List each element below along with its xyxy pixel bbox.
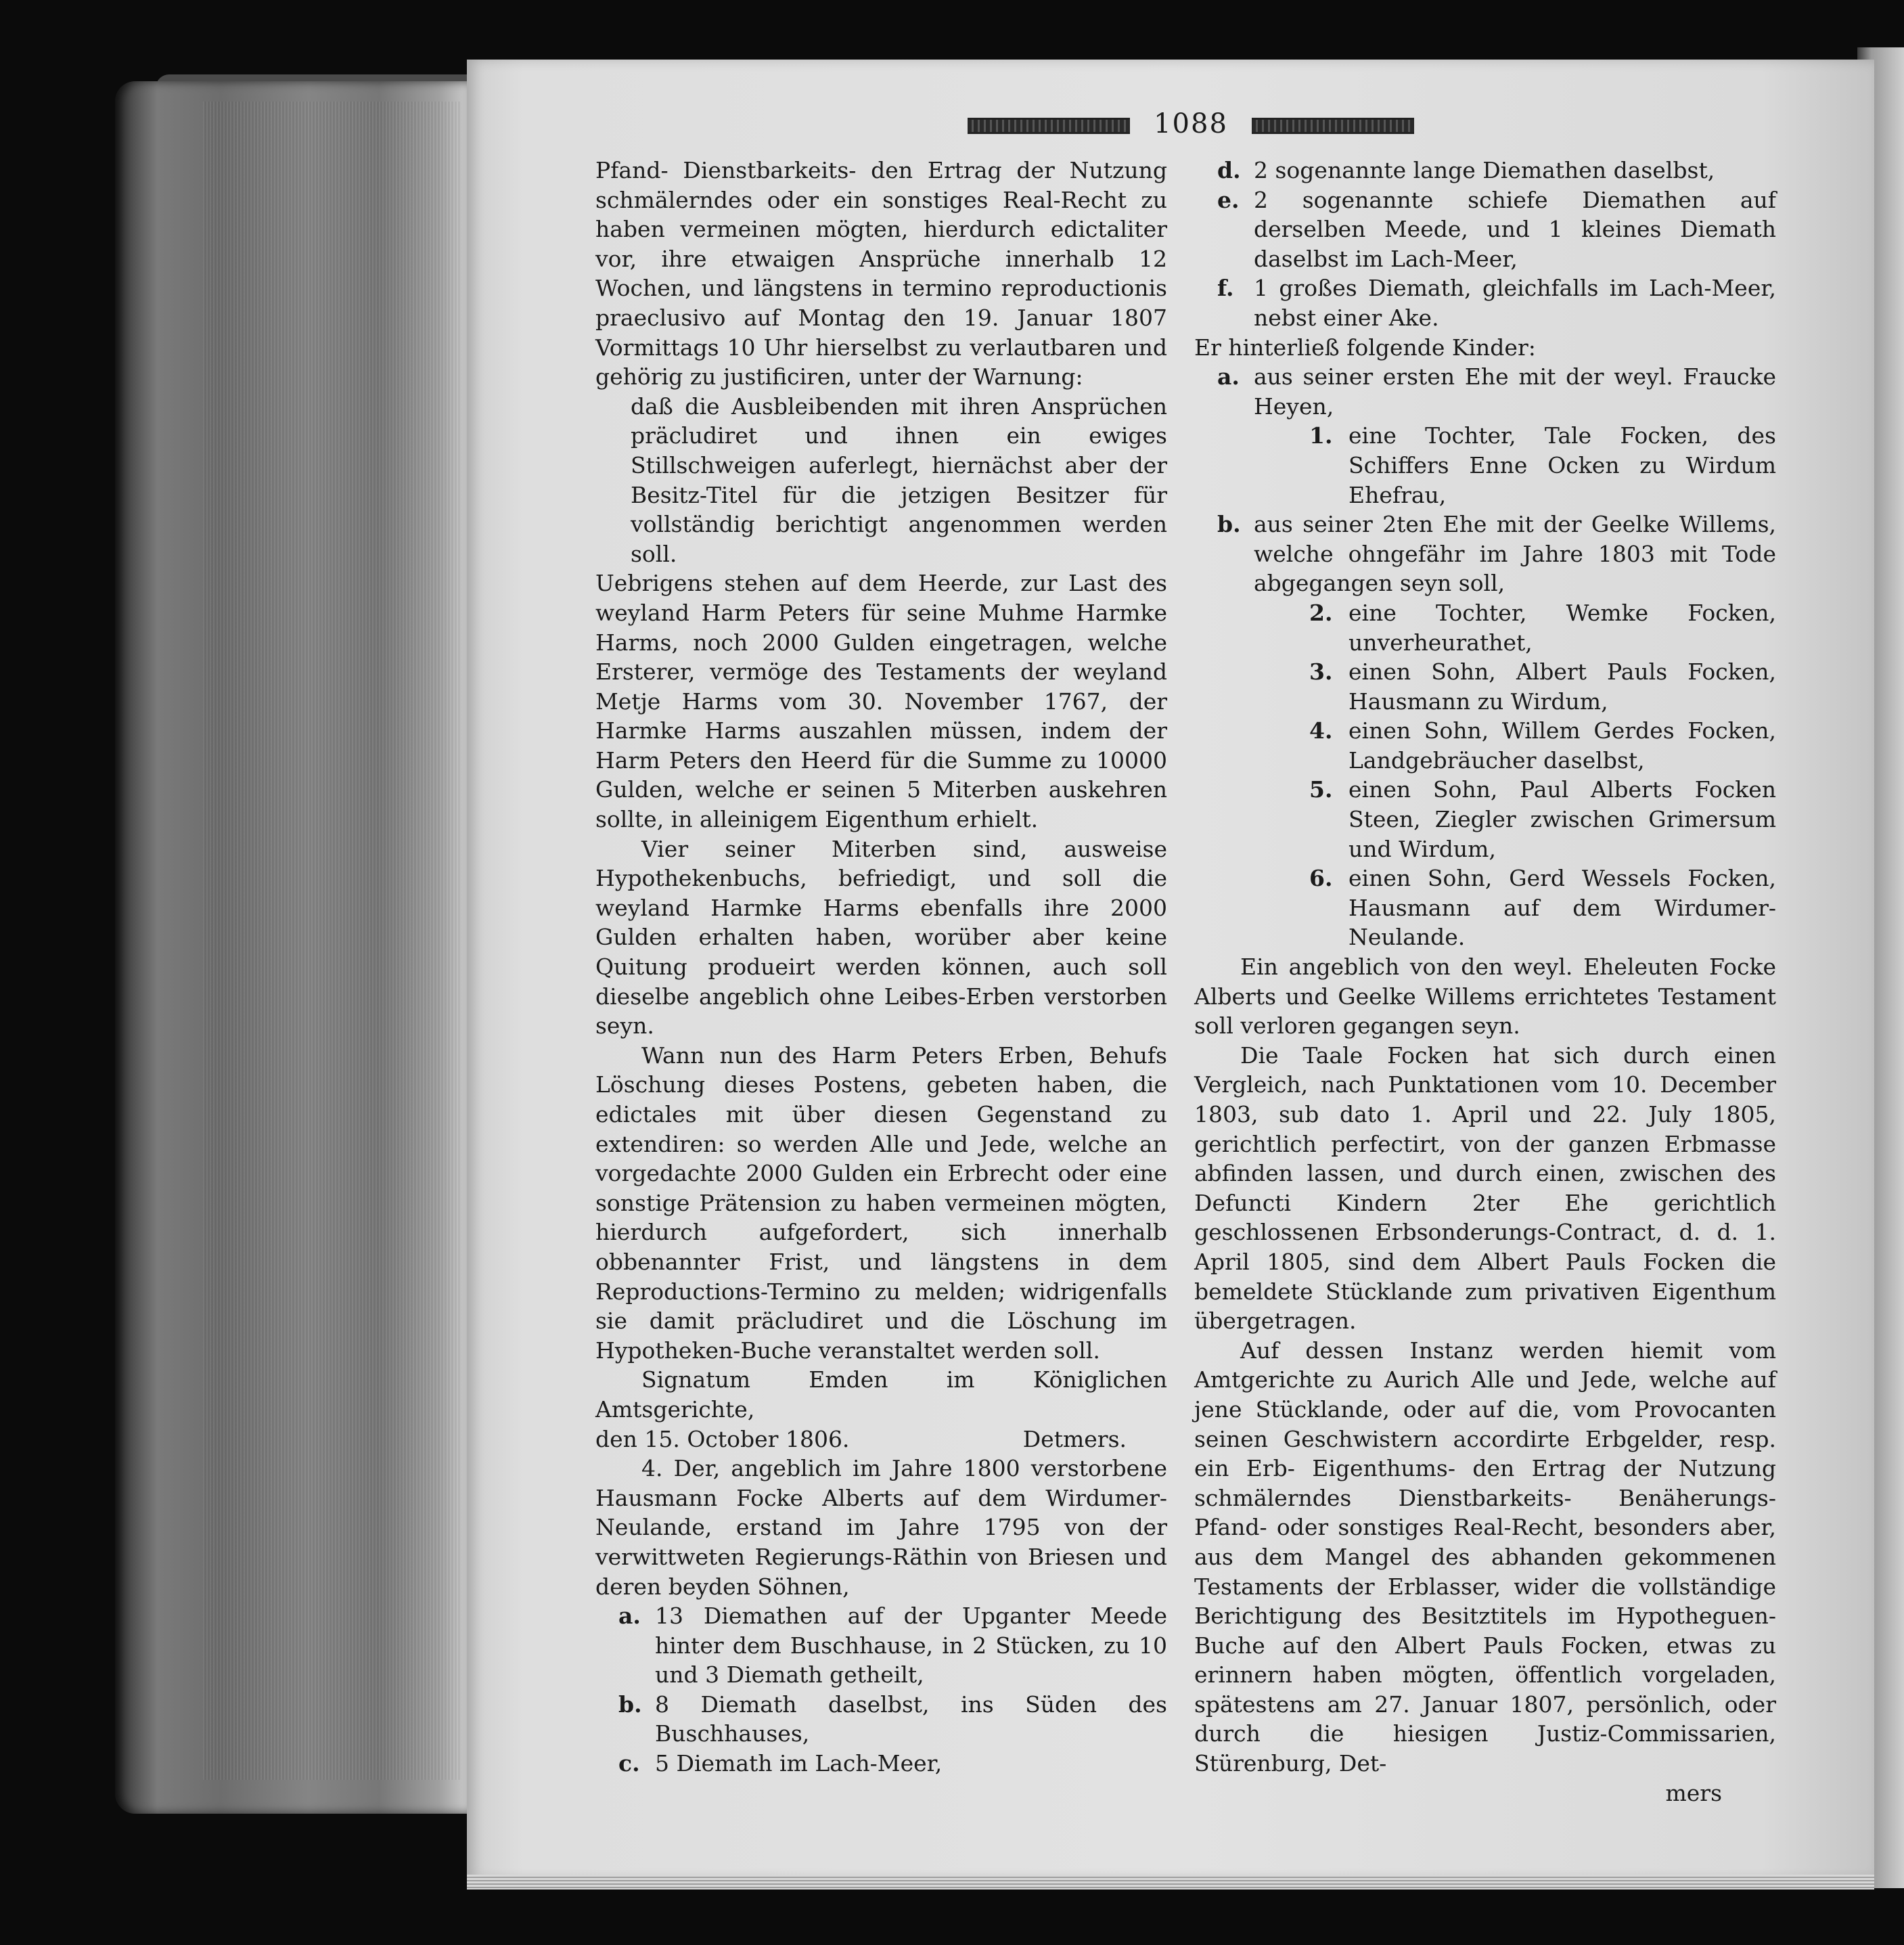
list-item-text: 8 Diemath daselbst, ins Süden des Buschhauses,: [655, 1691, 1167, 1747]
sub-list-item: [1309, 421, 1776, 510]
list-item-text: 13 Diemathen auf der Upganter Meede hinter dem Buschhause, in 2 Stücken, zu 10 und 3 Diemath getheilt,: [655, 1603, 1167, 1689]
list-item: [618, 1690, 1167, 1749]
signature-line: [595, 1425, 1167, 1454]
list-item: [1217, 273, 1776, 332]
sub-list-item: [1309, 657, 1776, 716]
list-item-label: b.: [1217, 511, 1241, 538]
paragraph: Pfand- Dienstbarkeits- den Ertrag der Nutzung schmälerndes oder ein sonstiges Real-Recht zu haben vermeinen mögten, hierdurch edictaliter vor, ihre etwaigen Ansprüche innerhalb 12 Wochen, und längstens in termino reproductionis praeclusivo auf Montag den 19. Januar 1807 Vormittags 10 Uhr hierselbst zu verlautbaren und gehörig zu justificiren, unter der Warnung:: [595, 157, 1167, 390]
list-item-label: 6.: [1309, 865, 1333, 892]
paragraph: 4. Der, angeblich im Jahre 1800 verstorbene Hausmann Focke Alberts auf dem Wirdumer-Neulande, erstand im Jahre 1795 von der verwittweten Regierungs-Räthin von Briesen und deren beyden Söhnen,: [595, 1455, 1167, 1600]
list-item-label: b.: [618, 1691, 642, 1718]
paragraph: Vier seiner Miterben sind, ausweise Hypothekenbuchs, befriedigt, und soll die weyland Harmke Harms ebenfalls ihre 2000 Gulden erhalten haben, worüber aber keine Quitung produeirt werden können, auch soll dieselbe angeblich ohne Leibes-Erben verstorben seyn.: [595, 835, 1167, 1039]
list-item-text: 5 Diemath im Lach-Meer,: [655, 1750, 943, 1777]
list-item-label: e.: [1217, 186, 1240, 213]
list-item-text: einen Sohn, Willem Gerdes Focken, Landgebräucher daselbst,: [1348, 717, 1776, 774]
page-header: [968, 108, 1414, 142]
list-item-text: einen Sohn, Gerd Wessels Focken, Hausmann auf dem Wirdumer-Neulande.: [1348, 865, 1776, 951]
paragraph: Er hinterließ folgende Kinder:: [1194, 334, 1536, 361]
list-item-text: eine Tochter, Wemke Focken, unverheurathet,: [1348, 599, 1776, 656]
list-item-label: 5.: [1309, 776, 1333, 803]
list-item-label: f.: [1217, 275, 1234, 302]
list-item-label: 1.: [1309, 422, 1333, 449]
sub-list-item: [1309, 864, 1776, 952]
list-item-text: einen Sohn, Albert Pauls Focken, Hausmann zu Wirdum,: [1348, 658, 1776, 715]
list-item-label: 2.: [1309, 599, 1333, 626]
list-item-text: aus seiner 2ten Ehe mit der Geelke Willems, welche ohngefähr im Jahre 1803 mit Tode abgegangen seyn soll,: [1254, 511, 1776, 597]
paragraph: Uebrigens stehen auf dem Heerde, zur Last des weyland Harm Peters für seine Muhme Harmke Harms, noch 2000 Gulden eingetragen, welche Ersterer, vermöge des Testaments der weyland Metje Harms vom 30. November 1767, der Harmke Harms auszahlen müssen, indem der Harm Peters den Heerd für die Summe zu 10000 Gulden, welche er seinen 5 Miterben auskehren sollte, in alleinigem Eigenthum erhielt.: [595, 570, 1167, 833]
list-item-label: 4.: [1309, 717, 1333, 744]
list-item-text: 1 großes Diemath, gleichfalls im Lach-Meer, nebst einer Ake.: [1254, 275, 1776, 331]
sub-list-item: [1309, 598, 1776, 657]
list-item-text: einen Sohn, Paul Alberts Focken Steen, Ziegler zwischen Grimersum und Wirdum,: [1348, 776, 1776, 862]
signature-name: Detmers.: [1022, 1425, 1127, 1452]
right-text-column: [1194, 156, 1776, 1808]
paragraph: Signatum Emden im Königlichen Amtsgerichte,: [595, 1366, 1167, 1423]
paragraph: Wann nun des Harm Peters Erben, Behufs Löschung dieses Postens, gebeten haben, die edictales mit über diesen Gegenstand zu extendiren: so werden Alle und Jede, welche an vorgedachte 2000 Gulden ein Erbrecht oder eine sonstige Prätension zu haben vermeinen mögten, hierdurch aufgefordert, sich innerhalb obbenannter Frist, und längstens in dem Reproductions-Termino zu melden; widrigenfalls sie damit präcludiret und die Löschung im Hypotheken-Buche veranstaltet werden soll.: [595, 1042, 1167, 1364]
list-item-label: 3.: [1309, 658, 1333, 686]
book-page-edge-texture: [203, 102, 460, 1780]
sub-list-item: [1309, 775, 1776, 864]
list-item: [618, 1601, 1167, 1690]
list-item-text: 2 sogenannte lange Diemathen daselbst,: [1254, 157, 1715, 183]
list-item-text: aus seiner ersten Ehe mit der weyl. Fraucke Heyen,: [1254, 363, 1776, 420]
page-number: 1088: [1154, 108, 1228, 139]
list-item: [618, 1749, 1167, 1779]
list-item-text: 2 sogenannte schiefe Diemathen auf derselben Meede, und 1 kleines Diemath daselbst im Lach-Meer,: [1254, 186, 1776, 272]
list-item: [1217, 510, 1776, 598]
list-item: [1217, 156, 1776, 185]
warning-clause: daß die Ausbleibenden mit ihren Ansprüchen präcludiret und ihnen ein ewiges Stillschweigen auferlegt, hiernächst aber der Besitz-Titel für die jetzigen Besitzer für vollständig berichtigt angenommen werden soll.: [631, 393, 1167, 567]
sub-list-item: [1309, 716, 1776, 775]
paragraph: Ein angeblich von den weyl. Eheleuten Focke Alberts und Geelke Willems errichtetes Testament soll verloren gegangen seyn.: [1194, 954, 1776, 1039]
left-text-column: [595, 156, 1167, 1779]
page-stack-bottom: [467, 1875, 1874, 1890]
header-ornament-right: [1252, 118, 1414, 134]
list-item-label: a.: [1217, 363, 1240, 390]
header-ornament-left: [968, 118, 1130, 134]
paragraph: Auf dessen Instanz werden hiemit vom Amtgerichte zu Aurich Alle und Jede, welche auf jene Stücklande, oder auf die, vom Provocanten seinen Geschwistern accordirte Erbgelder, resp. ein Erb- Eigenthums- den Ertrag der Nutzung schmälerndes Dienstbarkeits- Benäherungs- Pfand- oder sonstiges Real-Recht, besonders aber, aus dem Mangel des abhanden gekommenen Testaments der Erblasser, wider die vollständige Berichtigung des Besitztitels im Hypotheguen-Buche auf den Albert Pauls Focken, etwas zu erinnern haben mögten, öffentlich vorgeladen, spätestens am 27. Januar 1807, persönlich, oder durch die hiesigen Justiz-Commissarien, Stürenburg, Det-: [1194, 1337, 1776, 1777]
signature-date: den 15. October 1806.: [595, 1425, 850, 1452]
catchword: mers: [1665, 1779, 1722, 1806]
list-item-label: a.: [618, 1603, 641, 1630]
list-item-text: eine Tochter, Tale Focken, des Schiffers Enne Ocken zu Wirdum Ehefrau,: [1348, 422, 1776, 508]
list-item-label: c.: [618, 1750, 640, 1777]
paragraph: Die Taale Focken hat sich durch einen Vergleich, nach Punktationen vom 10. December 1803, sub dato 1. April und 22. July 1805, gerichtlich perfectirt, von der ganzen Erbmasse abfinden lassen, und durch einen, zwischen des Defuncti Kindern 2ter Ehe gerichtlich geschlossenen Erbsonderungs-Contract, d. d. 1. April 1805, sind dem Albert Pauls Focken die bemeldete Stücklande zum privativen Eigenthum übergetragen.: [1194, 1042, 1776, 1335]
list-item: [1217, 362, 1776, 421]
list-item-label: d.: [1217, 157, 1241, 183]
list-item: [1217, 185, 1776, 274]
